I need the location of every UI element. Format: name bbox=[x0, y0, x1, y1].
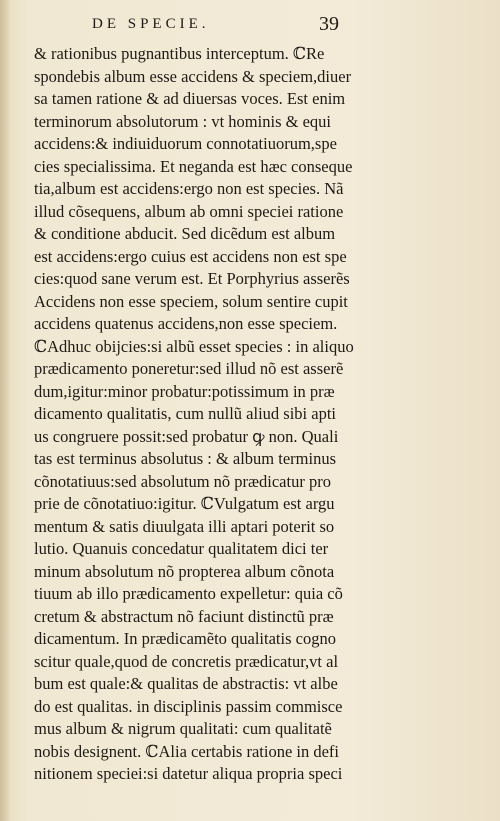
text-line: minum absolutum nõ propterea album cõnota bbox=[34, 561, 335, 581]
text-line: do est qualitas. in disciplinis passim commisce bbox=[34, 696, 343, 716]
text-line: sa tamen ratione & ad diuersas voces. Est enim bbox=[34, 89, 346, 108]
page-gutter-shadow bbox=[0, 0, 10, 821]
text-line: & rationibus pugnantibus interceptum. ℂRe bbox=[34, 44, 325, 63]
text-line: tas est terminus absolutus : & album terminus bbox=[34, 449, 337, 468]
text-line: mentum & satis diuulgata illi aptari poterit so bbox=[34, 516, 335, 536]
text-line: accidens quatenus accidens,non esse speciem. bbox=[34, 314, 338, 333]
text-line: est accidens:ergo cuius est accidens non est spe bbox=[34, 246, 347, 266]
text-line: dum,igitur:minor probatur:potissimum in præ bbox=[34, 381, 335, 401]
body-text bbox=[34, 43, 478, 786]
text-line: prædicamento poneretur:sed illud nõ est asserẽ bbox=[34, 359, 344, 378]
text-line: terminorum absolutorum : vt hominis & equi bbox=[34, 111, 331, 131]
text-line: us congruere possit:sed probatur ꝙ non. Quali bbox=[34, 426, 339, 446]
text-line: prie de cõnotatiuo:igitur. ℂVulgatum est argu bbox=[34, 494, 335, 513]
running-title: DE SPECIE. bbox=[92, 16, 210, 32]
text-line: cies:quod sane verum est. Et Porphyrius asserẽs bbox=[34, 269, 350, 288]
text-line: cretum & abstractum nõ faciunt distinctũ præ bbox=[34, 606, 334, 626]
text-line: cies specialissima. Et neganda est hæc conseque bbox=[34, 156, 353, 176]
page-number: 39 bbox=[319, 13, 339, 35]
text-line: scitur quale,quod de concretis prædicatur,vt al bbox=[34, 651, 339, 671]
text-line: tiuum ab illo prædicamento expelletur: quia cõ bbox=[34, 584, 343, 603]
text-line: cõnotatiuus:sed absolutum nõ prædicatur pro bbox=[34, 471, 331, 491]
text-line: nitionem speciei:si datetur aliqua propria speci bbox=[34, 764, 343, 783]
text-line: bum est quale:& qualitas de abstractis: vt albe bbox=[34, 674, 338, 693]
text-line: spondebis album esse accidens & speciem,diuer bbox=[34, 66, 352, 86]
running-head bbox=[0, 13, 500, 43]
text-line: dicamentum. In prædicamẽto qualitatis cogno bbox=[34, 629, 336, 648]
text-line: illud cõsequens, album ab omni speciei ratione bbox=[34, 201, 344, 221]
text-line: tia,album est accidens:ergo non est species. Nã bbox=[34, 179, 344, 198]
text-line: accidens:& indiuiduorum connotatiuorum,spe bbox=[34, 134, 337, 153]
text-line: lutio. Quanuis concedatur qualitatem dici ter bbox=[34, 539, 329, 558]
text-line: mus album & nigrum qualitati: cum qualitatẽ bbox=[34, 719, 332, 738]
text-line: Accidens non esse speciem, solum sentire cupit bbox=[34, 291, 348, 311]
text-line: dicamento qualitatis, cum nullũ aliud sibi apti bbox=[34, 404, 336, 423]
text-line: nobis designent. ℂAlia certabis ratione in defi bbox=[34, 741, 340, 761]
text-line: ℂAdhuc obijcies:si albũ esset species : in aliquo bbox=[34, 336, 354, 356]
text-line: & conditione abducit. Sed dicẽdum est album bbox=[34, 224, 336, 243]
